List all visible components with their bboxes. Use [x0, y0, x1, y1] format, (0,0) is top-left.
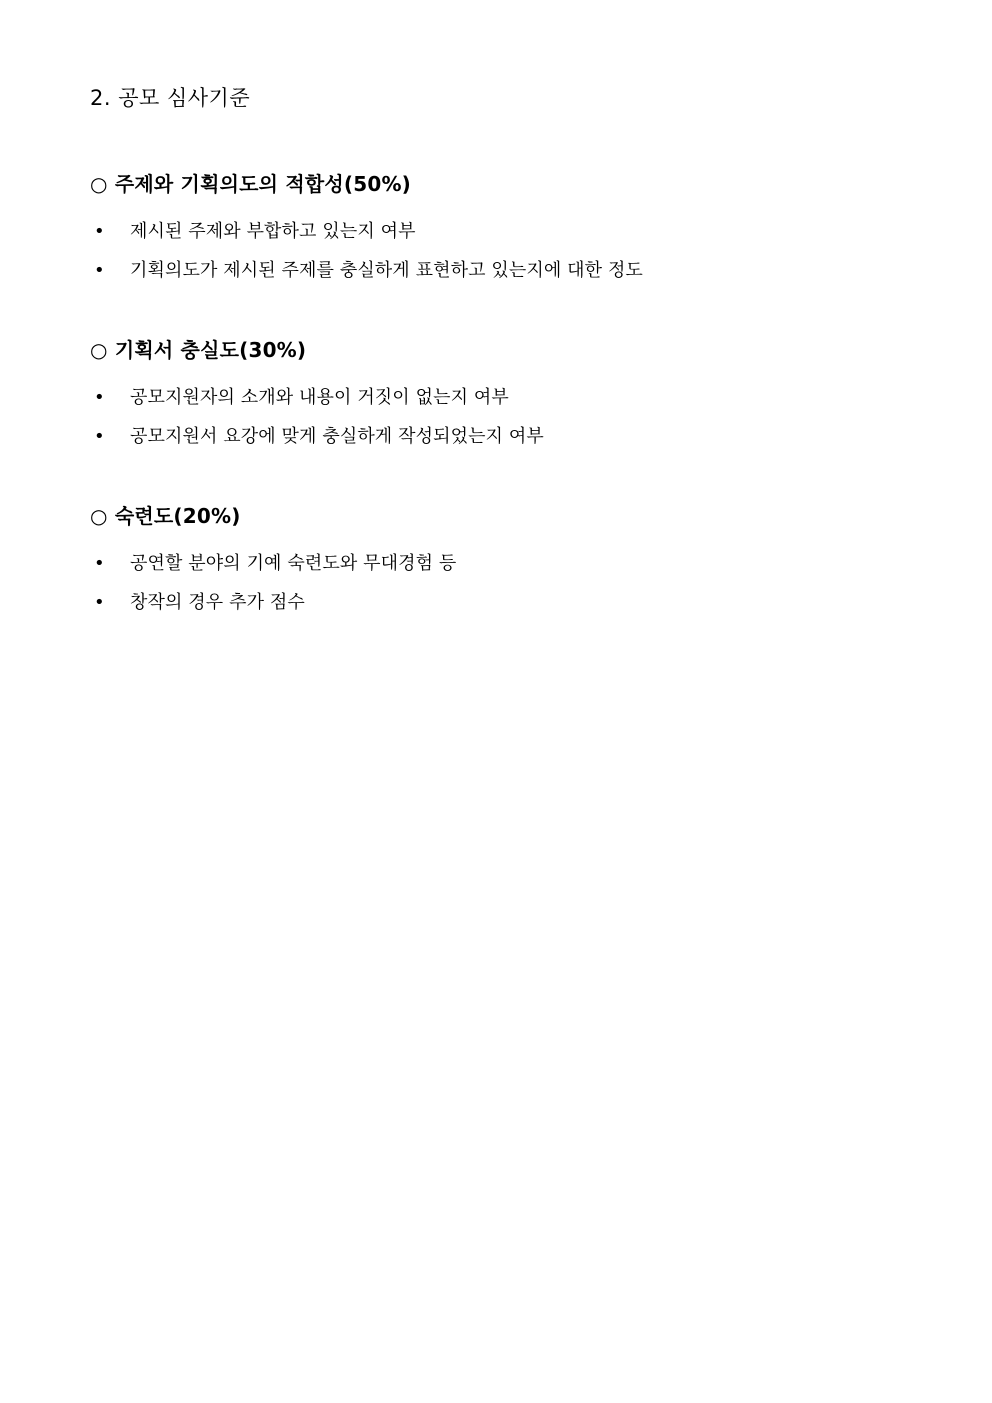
section-1-heading: [90, 168, 950, 197]
list-item-text: 기획의도가 제시된 주제를 충실하게 표현하고 있는지에 대한 정도: [130, 260, 643, 281]
bullet-icon: •: [94, 553, 105, 574]
section-3-list: [90, 544, 950, 622]
list-item: [90, 378, 950, 417]
section-2-list: [90, 378, 950, 456]
criteria-section-3: [90, 500, 950, 622]
bullet-icon: •: [94, 221, 105, 242]
circle-marker-icon: ○: [90, 172, 108, 196]
bullet-icon: •: [94, 426, 105, 447]
criteria-section-1: [90, 168, 950, 290]
list-item: [90, 583, 950, 622]
section-3-heading: [90, 500, 950, 529]
circle-marker-icon: ○: [90, 504, 108, 528]
circle-marker-icon: ○: [90, 338, 108, 362]
section-2-heading-text: 기획서 충실도(30%): [114, 338, 307, 362]
section-3-heading-text: 숙련도(20%): [114, 504, 241, 528]
list-item-text: 제시된 주제와 부합하고 있는지 여부: [130, 221, 416, 242]
section-1-list: [90, 212, 950, 290]
section-2-heading: [90, 334, 950, 363]
list-item-text: 창작의 경우 추가 점수: [130, 592, 305, 613]
list-item: [90, 251, 950, 290]
list-item-text: 공모지원서 요강에 맞게 충실하게 작성되었는지 여부: [130, 426, 544, 447]
bullet-icon: •: [94, 592, 105, 613]
list-item: [90, 212, 950, 251]
bullet-icon: •: [94, 260, 105, 281]
page-title: 2. 공모 심사기준: [90, 86, 251, 110]
list-item-text: 공연할 분야의 기예 숙련도와 무대경험 등: [130, 553, 457, 574]
bullet-icon: •: [94, 387, 105, 408]
list-item: [90, 417, 950, 456]
section-1-heading-text: 주제와 기획의도의 적합성(50%): [114, 172, 412, 196]
list-item: [90, 544, 950, 583]
criteria-section-2: [90, 334, 950, 456]
list-item-text: 공모지원자의 소개와 내용이 거짓이 없는지 여부: [130, 387, 509, 408]
